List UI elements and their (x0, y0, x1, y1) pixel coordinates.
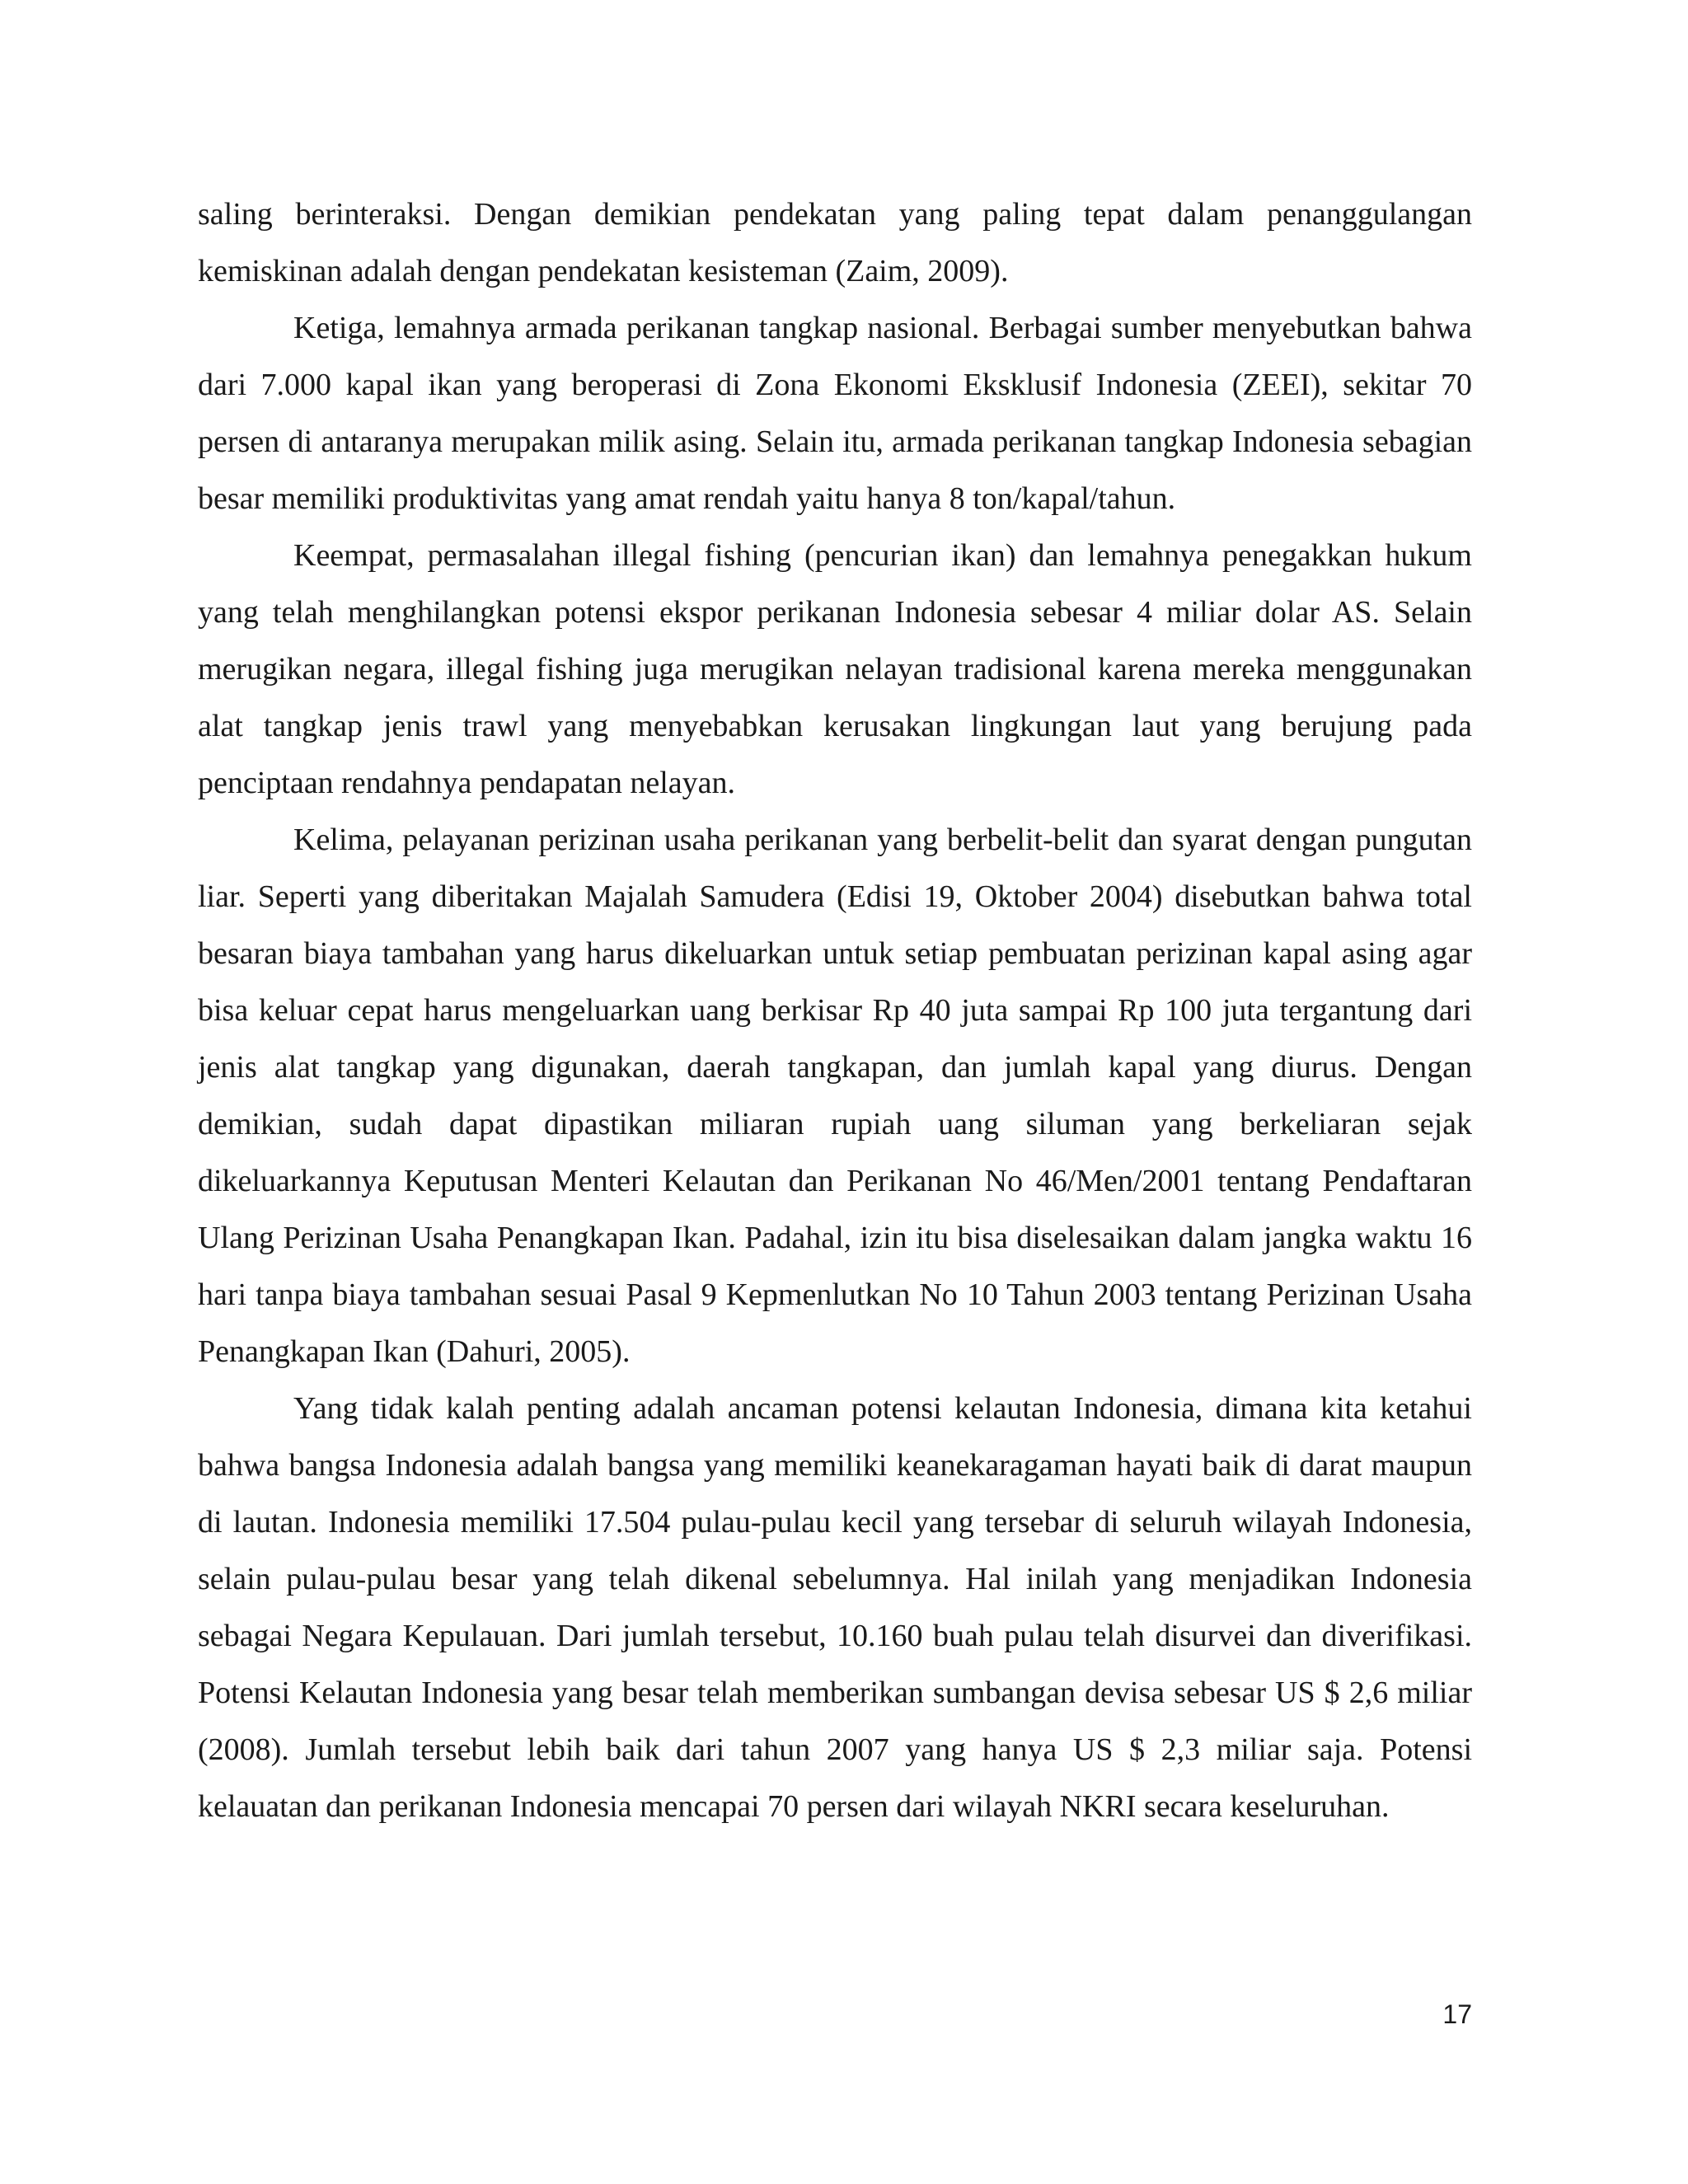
page-number: 17 (1442, 1999, 1472, 2029)
paragraph-ketiga: Ketiga, lemahnya armada perikanan tangkap nasional. Berbagai sumber menyebutkan bahwa dari 7.000 kapal ikan yang beroperasi di Zona Ekonomi Eksklusif Indonesia (ZEEI), sekitar 70 persen di antaranya merupakan milik asing. Selain itu, armada perikanan tangkap Indonesia sebagian besar memiliki produktivitas yang amat rendah yaitu hanya 8 ton/kapal/tahun. (198, 311, 1472, 516)
paragraph-keempat: Keempat, permasalahan illegal fishing (pencurian ikan) dan lemahnya penegakkan hukum yang telah menghilangkan potensi ekspor perikanan Indonesia sebesar 4 miliar dolar AS. Selain merugikan negara, illegal fishing juga merugikan nelayan tradisional karena mereka menggunakan alat tangkap jenis trawl yang menyebabkan kerusakan lingkungan laut yang berujung pada penciptaan rendahnya pendapatan nelayan. (198, 538, 1472, 800)
paragraph-kelima: Kelima, pelayanan perizinan usaha perikanan yang berbelit-belit dan syarat dengan pungutan liar. Seperti yang diberitakan Majalah Samudera (Edisi 19, Oktober 2004) disebutkan bahwa total besaran biaya tambahan yang harus dikeluarkan untuk setiap pembuatan perizinan kapal asing agar bisa keluar cepat harus mengeluarkan uang berkisar Rp 40 juta sampai Rp 100 juta tergantung dari jenis alat tangkap yang digunakan, daerah tangkapan, dan jumlah kapal yang diurus. Dengan demikian, sudah dapat dipastikan miliaran rupiah uang siluman yang berkeliaran sejak dikeluarkannya Keputusan Menteri Kelautan dan Perikanan No 46/Men/2001 tentang Pendaftaran Ulang Perizinan Usaha Penangkapan Ikan. Padahal, izin itu bisa diselesaikan dalam jangka waktu 16 hari tanpa biaya tambahan sesuai Pasal 9 Kepmenlutkan No 10 Tahun 2003 tentang Perizinan Usaha Penangkapan Ikan (Dahuri, 2005). (198, 823, 1472, 1369)
body-text (198, 186, 1472, 1835)
paragraph-continuation: saling berinteraksi. Dengan demikian pendekatan yang paling tepat dalam penanggulangan kemiskinan adalah dengan pendekatan kesisteman (Zaim, 2009). (198, 197, 1472, 288)
paragraph-potensi-kelautan: Yang tidak kalah penting adalah ancaman potensi kelautan Indonesia, dimana kita ketahui bahwa bangsa Indonesia adalah bangsa yang memiliki keanekaragaman hayati baik di darat maupun di lautan. Indonesia memiliki 17.504 pulau-pulau kecil yang tersebar di seluruh wilayah Indonesia, selain pulau-pulau besar yang telah dikenal sebelumnya. Hal inilah yang menjadikan Indonesia sebagai Negara Kepulauan. Dari jumlah tersebut, 10.160 buah pulau telah disurvei dan diverifikasi. Potensi Kelautan Indonesia yang besar telah memberikan sumbangan devisa sebesar US $ 2,6 miliar (2008). Jumlah tersebut lebih baik dari tahun 2007 yang hanya US $ 2,3 miliar saja. Potensi kelauatan dan perikanan Indonesia mencapai 70 persen dari wilayah NKRI secara keseluruhan. (198, 1391, 1472, 1824)
